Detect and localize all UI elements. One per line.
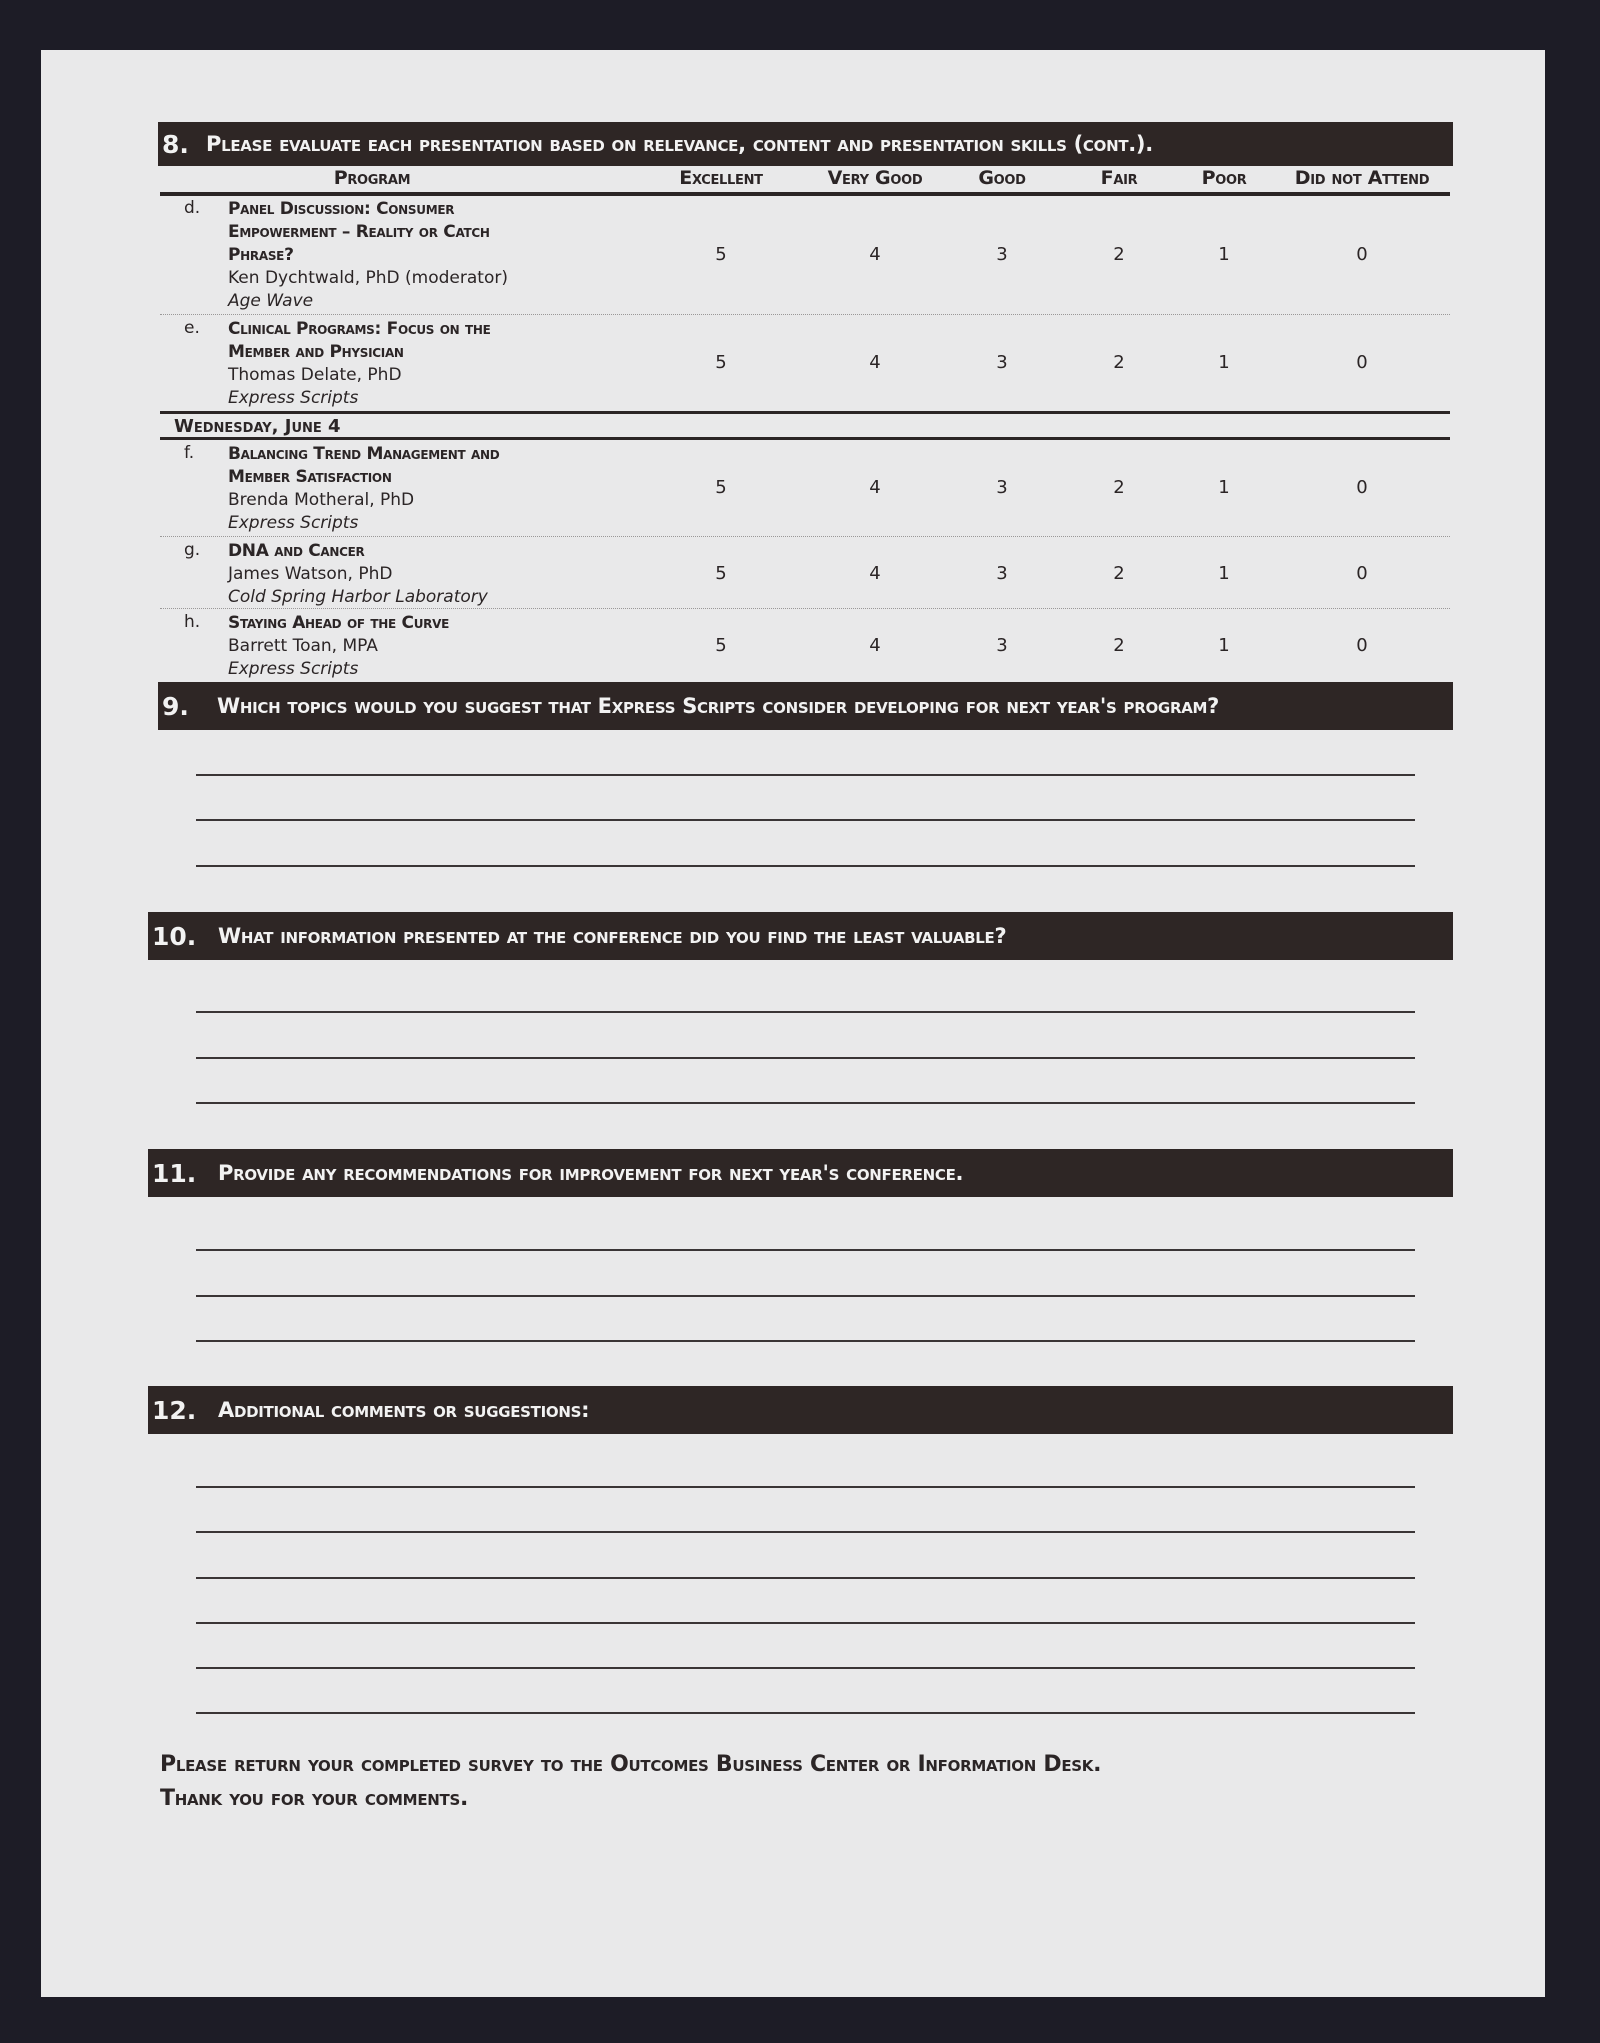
affiliation: Express Scripts	[228, 659, 359, 679]
score-did-not-attend[interactable]: 0	[1356, 244, 1368, 265]
answer-line[interactable]	[196, 774, 1415, 776]
score-good[interactable]: 3	[996, 244, 1008, 265]
answer-line[interactable]	[196, 1340, 1415, 1342]
row-program	[228, 540, 488, 609]
day-rule-top	[160, 411, 1450, 414]
score-poor[interactable]: 1	[1218, 635, 1230, 656]
answer-line[interactable]	[196, 1667, 1415, 1669]
footer-thank-you: Thank you for your comments.	[160, 1786, 469, 1811]
score-excellent[interactable]: 5	[715, 477, 727, 498]
answer-line[interactable]	[196, 1102, 1415, 1104]
presenter: James Watson, PhD	[228, 564, 393, 584]
score-poor[interactable]: 1	[1218, 352, 1230, 373]
program-title: Balancing Trend Management and	[228, 444, 500, 464]
column-header-program: Program	[333, 167, 411, 189]
score-very-good[interactable]: 4	[869, 477, 881, 498]
score-poor[interactable]: 1	[1218, 477, 1230, 498]
section-9-header	[158, 682, 1453, 730]
score-excellent[interactable]: 5	[715, 635, 727, 656]
section-title: Additional comments or suggestions:	[218, 1398, 590, 1422]
score-good[interactable]: 3	[996, 563, 1008, 584]
score-did-not-attend[interactable]: 0	[1356, 563, 1368, 584]
score-did-not-attend[interactable]: 0	[1356, 477, 1368, 498]
header-rule	[160, 192, 1450, 196]
row-program	[228, 443, 499, 535]
row-program	[228, 612, 449, 681]
section-11-header	[148, 1149, 1453, 1197]
score-did-not-attend[interactable]: 0	[1356, 635, 1368, 656]
day-rule-bottom	[160, 437, 1450, 440]
row-letter: d.	[184, 198, 201, 218]
score-very-good[interactable]: 4	[869, 563, 881, 584]
affiliation: Cold Spring Harbor Laboratory	[228, 587, 488, 607]
score-poor[interactable]: 1	[1218, 244, 1230, 265]
answer-line[interactable]	[196, 1011, 1415, 1013]
row-program	[228, 318, 491, 410]
program-title: Member Satisfaction	[228, 467, 392, 487]
answer-line[interactable]	[196, 1531, 1415, 1533]
program-title: Panel Discussion: Consumer	[228, 199, 455, 219]
score-fair[interactable]: 2	[1113, 244, 1125, 265]
column-header-very-good: Very Good	[827, 167, 923, 189]
section-title: Which topics would you suggest that Express Scripts consider developing for next year's program?	[217, 694, 1220, 718]
section-12-header	[148, 1386, 1453, 1434]
score-good[interactable]: 3	[996, 477, 1008, 498]
answer-line[interactable]	[196, 1249, 1415, 1251]
answer-line[interactable]	[196, 865, 1415, 867]
answer-line[interactable]	[196, 1712, 1415, 1714]
column-header-fair: Fair	[1100, 167, 1138, 189]
score-excellent[interactable]: 5	[715, 563, 727, 584]
score-fair[interactable]: 2	[1113, 635, 1125, 656]
row-divider	[160, 536, 1450, 537]
score-very-good[interactable]: 4	[869, 244, 881, 265]
section-10-header	[148, 912, 1453, 960]
footer-return-instructions: Please return your completed survey to the Outcomes Business Center or Information Desk.	[160, 1752, 1102, 1777]
answer-line[interactable]	[196, 1295, 1415, 1297]
row-divider	[160, 608, 1450, 609]
score-fair[interactable]: 2	[1113, 477, 1125, 498]
answer-line[interactable]	[196, 1057, 1415, 1059]
program-title: Staying Ahead of the Curve	[228, 613, 449, 633]
affiliation: Express Scripts	[228, 513, 359, 533]
row-letter: f.	[184, 443, 195, 463]
row-letter: e.	[184, 318, 200, 338]
score-excellent[interactable]: 5	[715, 352, 727, 373]
day-divider: Wednesday, June 4	[174, 416, 341, 437]
score-good[interactable]: 3	[996, 635, 1008, 656]
presenter: Thomas Delate, PhD	[228, 365, 402, 385]
row-program	[228, 198, 508, 313]
program-title: Empowerment – Reality or Catch	[228, 222, 490, 242]
column-header-excellent: Excellent	[679, 167, 763, 189]
column-header-did-not-attend: Did not Attend	[1294, 167, 1430, 189]
section-number: 10.	[152, 921, 197, 951]
answer-line[interactable]	[196, 1577, 1415, 1579]
section-title: What information presented at the conference did you find the least valuable?	[218, 924, 1007, 948]
row-letter: g.	[184, 540, 201, 560]
section-title: Please evaluate each presentation based on relevance, content and presentation skills (cont.).	[206, 132, 1153, 156]
row-divider	[160, 314, 1450, 315]
presenter: Barrett Toan, MPA	[228, 636, 378, 656]
column-header-good: Good	[978, 167, 1026, 189]
answer-line[interactable]	[196, 819, 1415, 821]
answer-line[interactable]	[196, 1486, 1415, 1488]
score-fair[interactable]: 2	[1113, 352, 1125, 373]
score-very-good[interactable]: 4	[869, 635, 881, 656]
row-letter: h.	[184, 612, 201, 632]
program-title: DNA and Cancer	[228, 541, 365, 561]
score-very-good[interactable]: 4	[869, 352, 881, 373]
affiliation: Age Wave	[228, 291, 314, 311]
program-title: Member and Physician	[228, 342, 404, 362]
program-title: Phrase?	[228, 245, 294, 265]
affiliation: Express Scripts	[228, 388, 359, 408]
program-title: Clinical Programs: Focus on the	[228, 319, 491, 339]
score-fair[interactable]: 2	[1113, 563, 1125, 584]
presenter: Brenda Motheral, PhD	[228, 490, 415, 510]
presenter: Ken Dychtwald, PhD (moderator)	[228, 268, 508, 288]
column-header-poor: Poor	[1201, 167, 1247, 189]
section-number: 8.	[162, 129, 189, 159]
section-number: 12.	[152, 1395, 197, 1425]
score-good[interactable]: 3	[996, 352, 1008, 373]
section-number: 9.	[162, 691, 189, 721]
score-excellent[interactable]: 5	[715, 244, 727, 265]
answer-line[interactable]	[196, 1622, 1415, 1624]
section-title: Provide any recommendations for improvement for next year's conference.	[218, 1161, 964, 1185]
section-8-header	[158, 122, 1453, 166]
score-poor[interactable]: 1	[1218, 563, 1230, 584]
section-number: 11.	[152, 1158, 197, 1188]
score-did-not-attend[interactable]: 0	[1356, 352, 1368, 373]
